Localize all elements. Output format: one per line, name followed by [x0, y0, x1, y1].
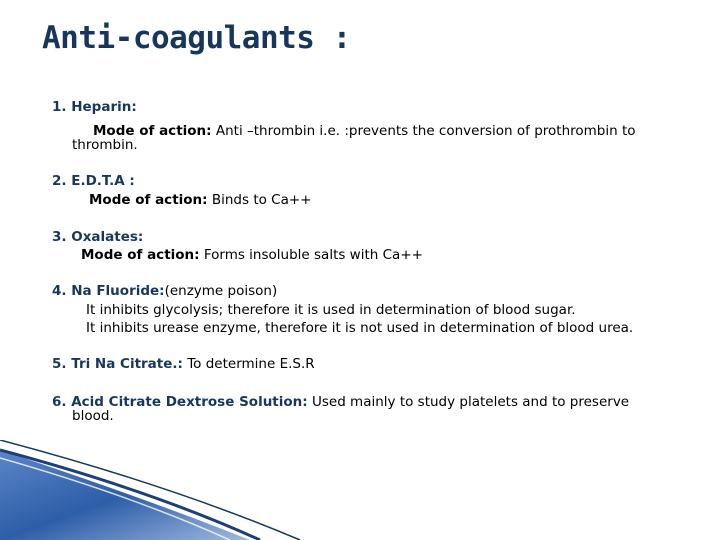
item-tri-na-citrate	[52, 356, 315, 372]
item-text: Anti –thrombin i.e. :prevents the conversion of prothrombin to	[211, 123, 636, 139]
item-text: (enzyme poison)	[164, 283, 278, 299]
mode-of-action-label: Mode of action:	[81, 247, 200, 263]
item-na-fluoride-heading	[52, 283, 277, 299]
item-heading: 6. Acid Citrate Dextrose Solution:	[52, 394, 308, 410]
item-heparin-continuation: thrombin.	[72, 137, 138, 153]
item-oxalates-heading	[52, 229, 143, 245]
item-heading: 3. Oxalates:	[52, 229, 144, 245]
item-heading: 5. Tri Na Citrate.:	[52, 356, 183, 372]
item-text: Binds to Ca++	[207, 192, 312, 208]
item-text: Used mainly to study platelets and to preserve	[307, 394, 630, 410]
mode-of-action-label: Mode of action:	[89, 192, 208, 208]
item-heading: 2. E.D.T.A :	[52, 173, 135, 189]
item-text: Forms insoluble salts with Ca++	[199, 247, 423, 263]
item-heading: 1. Heparin:	[52, 99, 137, 115]
item-heading: 4. Na Fluoride:	[52, 283, 165, 299]
item-edta-description	[89, 192, 311, 208]
item-edta-heading	[52, 173, 135, 189]
item-oxalates-description	[81, 247, 423, 263]
item-heparin-description	[93, 123, 636, 139]
item-acd-solution	[52, 394, 629, 410]
item-acd-continuation: blood.	[72, 408, 114, 424]
item-na-fluoride-line-1: It inhibits glycolysis; therefore it is used in determination of blood sugar.	[86, 302, 576, 318]
item-heparin-heading	[52, 99, 137, 115]
item-text: To determine E.S.R	[182, 356, 315, 372]
mode-of-action-label: Mode of action:	[93, 123, 212, 139]
swoosh-fill	[0, 450, 250, 540]
item-na-fluoride-line-2: It inhibits urease enzyme, therefore it is not used in determination of blood urea.	[86, 320, 634, 336]
decorative-swoosh	[0, 440, 720, 540]
page-title: Anti-coagulants :	[42, 20, 351, 56]
